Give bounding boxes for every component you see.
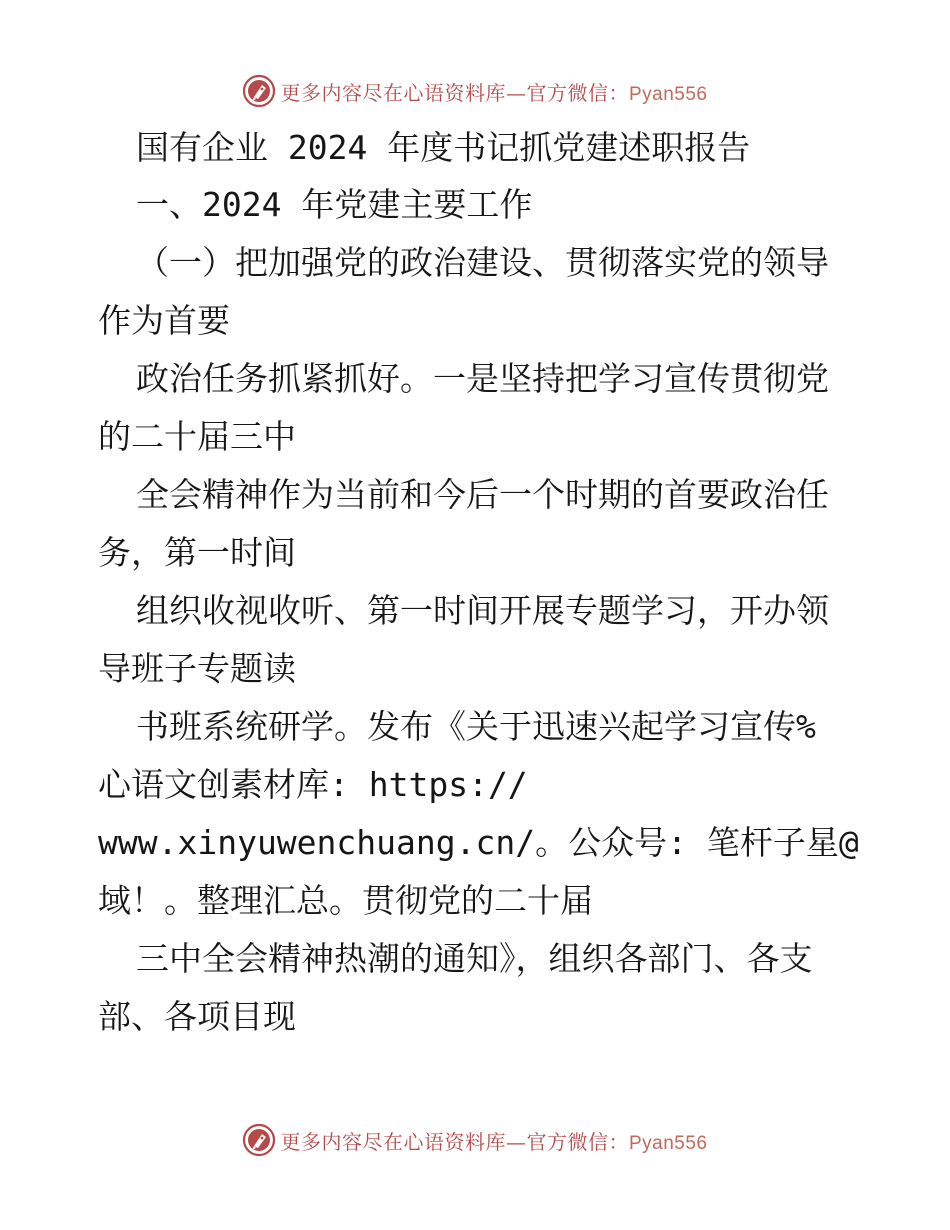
footer-watermark-banner bbox=[0, 1120, 950, 1160]
paragraph-line: 的二十届三中 bbox=[98, 417, 296, 456]
inserted-ad-line: www.xinyuwenchuang.cn/。公众号: 笔杆子星@ bbox=[98, 823, 859, 862]
footer-banner-text: 更多内容尽在心语资料库—官方微信：Pyan556 bbox=[280, 1129, 708, 1154]
paragraph-line: 政治任务抓紧抓好。一是坚持把学习宣传贯彻党 bbox=[136, 359, 829, 398]
inserted-ad-line: 心语文创素材库: https:// bbox=[98, 765, 528, 804]
paragraph-line: 三中全会精神热潮的通知》，组织各部门、各支 bbox=[136, 939, 813, 978]
paragraph-line: 部、各项目现 bbox=[98, 997, 296, 1036]
header-banner-text: 更多内容尽在心语资料库—官方微信：Pyan556 bbox=[280, 80, 708, 105]
header-wechat-id: Pyan556 bbox=[628, 83, 708, 105]
paragraph-line: 书班系统研学。发布《关于迅速兴起学习宣传% bbox=[136, 707, 816, 746]
paragraph-line: 域！。整理汇总。贯彻党的二十届 bbox=[98, 881, 593, 920]
paragraph-line: 组织收视收听、第一时间开展专题学习，开办领 bbox=[136, 591, 829, 630]
paragraph-line: 全会精神作为当前和今后一个时期的首要政治任 bbox=[136, 475, 829, 514]
paragraph-line: 务，第一时间 bbox=[98, 533, 296, 572]
paragraph-line: 导班子专题读 bbox=[98, 649, 296, 688]
footer-wechat-id: Pyan556 bbox=[628, 1132, 708, 1154]
document-title: 国有企业 2024 年度书记抓党建述职报告 bbox=[136, 128, 751, 167]
paragraph-line: 作为首要 bbox=[98, 301, 230, 340]
paragraph-line: （一）把加强党的政治建设、贯彻落实党的领导 bbox=[136, 243, 829, 282]
pen-nib-logo-icon bbox=[242, 1123, 276, 1157]
section-heading: 一、2024 年党建主要工作 bbox=[136, 185, 533, 224]
